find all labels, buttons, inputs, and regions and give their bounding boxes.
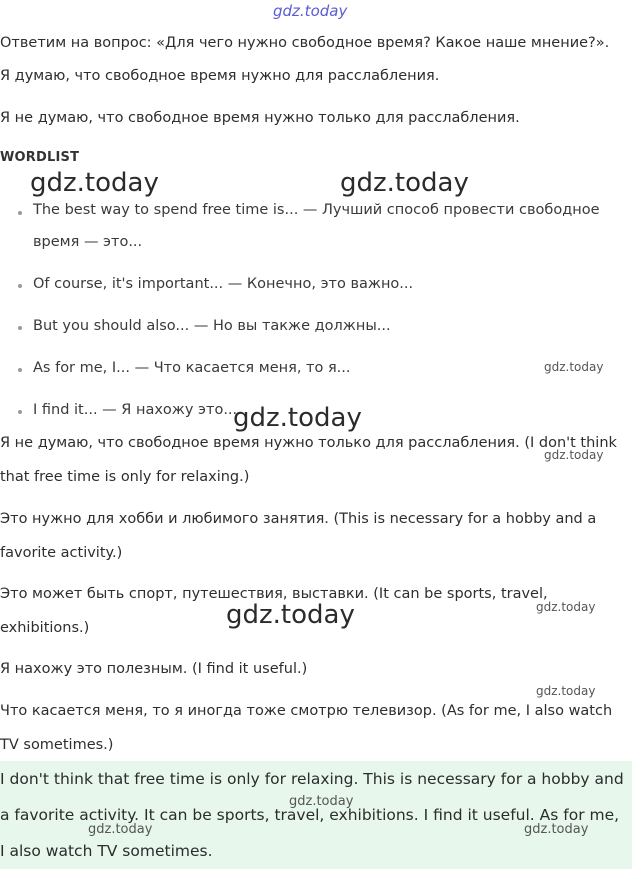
watermark: gdz.today [273,2,348,20]
intro-opinion-2: Я не думаю, что свободное время нужно только для расслабления. [0,110,520,126]
intro-opinion-1: Я думаю, что свободное время нужно для расслабления. [0,68,440,84]
bullet-icon [18,284,22,288]
body-paragraph: Это может быть спорт, путешествия, выставки. (It can be sports, travel, exhibitions.) [0,586,548,636]
wordlist-item: The best way to spend free time is... — Лучший способ провести свободное время — это... [33,202,600,250]
intro-question: Ответим на вопрос: «Для чего нужно свободное время? Какое наше мнение?». [0,35,610,51]
wordlist-item: I find it... — Я нахожу это... [33,402,238,418]
bullet-icon [18,410,22,414]
body-paragraph: Я нахожу это полезным. (I find it useful.) [0,661,308,677]
watermark: gdz.today [30,168,159,198]
watermark: gdz.today [544,360,604,374]
bullet-icon [18,211,22,215]
summary-text: I don't think that free time is only for relaxing. This is necessary for a hobby and a favorite activity. It can be sports, travel, exhibitions. I find it useful. As for me, I also watch TV sometimes. [0,770,624,860]
watermark: gdz.today [536,684,596,698]
wordlist-item: As for me, I... — Что касается меня, то я... [33,360,351,376]
watermark: gdz.today [544,448,604,462]
bullet-icon [18,326,22,330]
watermark: gdz.today [233,403,362,433]
watermark: gdz.today [524,822,589,837]
wordlist-item: But you should also... — Но вы также должны... [33,318,391,334]
watermark: gdz.today [536,600,596,614]
watermark: gdz.today [340,168,469,198]
watermark: gdz.today [226,600,355,630]
watermark: gdz.today [88,822,153,837]
wordlist-item: Of course, it's important... — Конечно, это важно... [33,276,414,292]
body-paragraph: Что касается меня, то я иногда тоже смотрю телевизор. (As for me, I also watch TV sometimes.) [0,703,613,753]
bullet-icon [18,368,22,372]
body-paragraph: Это нужно для хобби и любимого занятия. (This is necessary for a hobby and a favorite activity.) [0,511,597,561]
wordlist-heading: WORDLIST [0,150,80,165]
watermark: gdz.today [289,794,354,809]
body-paragraph: Я не думаю, что свободное время нужно только для расслабления. (I don't think that free time is only for relaxing.) [0,435,617,485]
